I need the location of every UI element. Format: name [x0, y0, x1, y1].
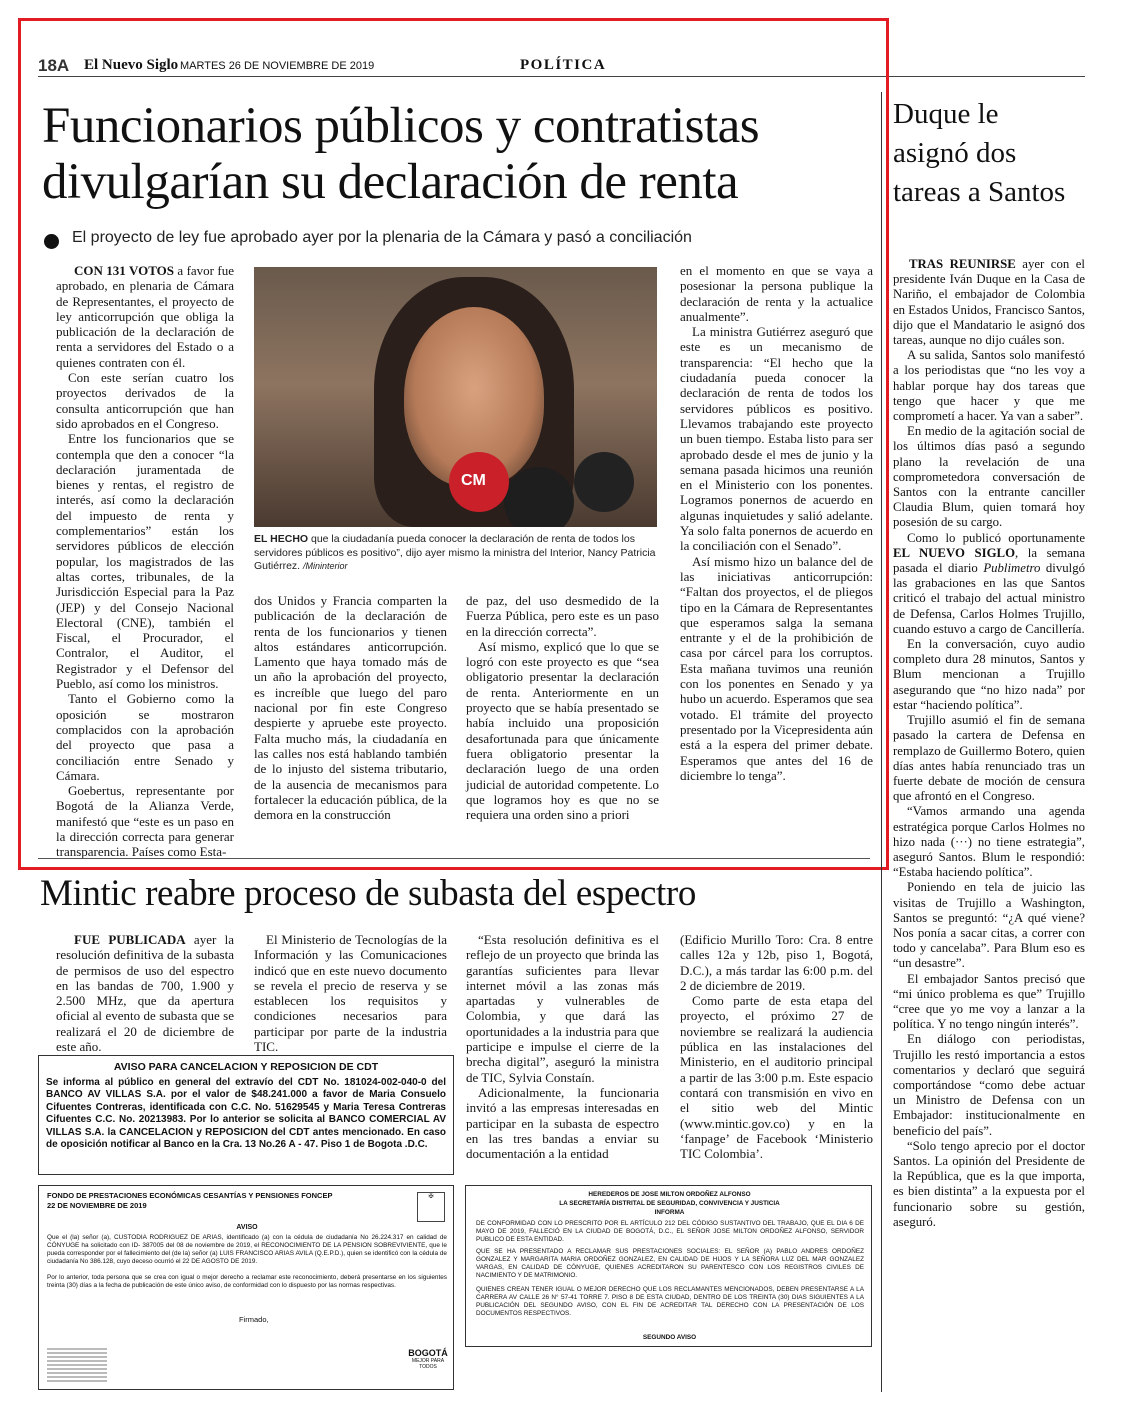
paragraph: “Esta resolución definitiva es el reflejo de un proyecto que brinda las garantías suficientes para llevar internet móvil a las zonas más apartadas y vulnerables de Colombia, y que dará las oportunidades a la industria para que participe e impulse el cierre de la brecha digital”, aseguró la ministra de TIC, Sylvia Constaín. — [466, 932, 659, 1085]
heirs-paragraph-2: QUE SE HA PRESENTADO A RECLAMAR SUS PRESTACIONES SOCIALES: EL SEÑOR (A) PABLO ANDRES ORDOÑEZ GONZALEZ Y MARGARITA MARIA ORDOÑEZ GONZALEZ, EN CALIDAD DE HIJOS Y LA SEÑORA LUZ DEL MAR GONZALEZ VARGAS, EN CALIDAD DE CÓNYUGE, QUIENES ACREDITARON SU PARENTESCO CON LOS REGISTROS CIVILES DE NACIMIENTO Y DE MATRIMONIO. — [476, 1248, 864, 1279]
paragraph: Poniendo en tela de juicio las visitas de Trujillo a Washington, Santos se preguntó: “¿A qué viene? Nos ponía a sacar citas, a correr con todo y cancelaba”. Para Blum eso es “un desastre”. — [893, 880, 1085, 971]
main-headline: Funcionarios públicos y contratistas divulgarían su declaración de renta — [42, 98, 760, 210]
paragraph: en el momento en que se vaya a posesionar la persona publique la declaración de renta y la actualice anualmente”. — [680, 263, 873, 324]
paragraph: Tanto el Gobierno como la oposición se mostraron complacidos con la aprobación del proyecto que pasa a conciliación entre Senado y Cámara. — [56, 691, 234, 783]
paragraph: Así mismo hizo un balance del de las iniciativas anticorrupción: “Faltan dos proyectos, el de pliegos tipo en la Cámara de Representantes que esperamos salga la semana entrante y el de la prohibición de casa por cárcel para los corruptos. Esta mañana tuvimos una reunión con los ponentes en Senado y ya hubo un acuerdo. Esperamos que sea votado. El trámite del proyecto presentado por la Vicepresidenta aún está a la espera del primer debate. Esperamos que antes del 16 de diciembre lo tenga”. — [680, 553, 873, 783]
foncep-signature: Firmado, — [239, 1315, 269, 1324]
heirs-paragraph-3: QUIENES CREAN TENER IGUAL O MEJOR DERECHO QUE LOS RECLAMANTES MENCIONADOS, DEBEN PRESENTARSE A LA CARRERA AV CALLE 26 N° 57-41 TORRE 7. PISO 8 DE ESTA CIUDAD, DENTRO DE LOS TREINTA (30) DIAS SIGUIENTES A LA PUBLICACIÓN DEL SEGUNDO AVISO, CON EL FIN DE ACREDITAR TAL DERECHO CON LA PRESENTACIÓN DE LOS DOCUMENTOS RESPECTIVOS. — [476, 1286, 864, 1317]
foncep-aviso: AVISO — [236, 1224, 258, 1231]
photo-badge: CM — [461, 472, 486, 489]
paragraph: de paz, del uso desmedido de la Fuerza Pública, pero este es un paso en la dirección correcta”. — [466, 593, 659, 639]
paragraph: Como parte de esta etapa del proyecto, el próximo 27 de noviembre se realizará la audiencia pública en las instalaciones del Ministerio, en el auditorio principal a partir de las 3:00 p.m. Este espacio contará con transmisión en vivo en el sitio web del Mintic (www.mintic.gov.co) y en la ‘fanpage’ de Facebook ‘Ministerio TIC Colombia’. — [680, 993, 873, 1162]
lead-in: TRAS REUNIRSE — [909, 257, 1016, 271]
caption-text: que la ciudadanía pueda conocer la declaración de renta de todos los servidores públicos es positivo”, dijo ayer mismo la ministra del Interior, Nancy Patricia Gutiérrez. — [254, 533, 656, 572]
paragraph: A su salida, Santos solo manifestó a los periodistas que “no les voy a hablar porque hay dos tareas que tengo que hacer y que me comprometí a hacer. Ya van a saber”. — [893, 348, 1085, 424]
paragraph: El Ministerio de Tecnologías de la Información y las Comunicaciones indicó que en este nuevo documento se revela el precio de reserva y se establecen los requisitos y condiciones necesarios para participar por parte de la industria TIC. — [254, 932, 447, 1055]
cdt-notice-body: Se informa al público en general del extravío del CDT No. 181024-002-040-0 del BANCO AV VILLAS S.A. por el valor de $48.241.000 a favor de Maria Consuelo Cifuentes Contreras, identificada con C.C. No. 51629545 y Maria Teresa Contreras Cifuentes C.C. No. 20213983. Por lo anterior se solicita al BANCO COMERCIAL AV VILLAS S.A. la CANCELACION y REPOSICION del CDT antes mencionado. En caso de oposición notificar al Banco en la Cra. 13 No.26 A - 47. Piso 1 de Bogota .D.C. — [46, 1077, 446, 1151]
foncep-fine-print — [47, 1348, 107, 1384]
paper-name: El Nuevo Siglo — [84, 57, 179, 73]
paragraph: Goebertus, representante por Bogotá de la Alianza Verde, manifestó que “este es un paso en la dirección correcta para generar transparencia. Países como Esta- — [56, 783, 234, 860]
heirs-entity: LA SECRETARÍA DISTRITAL DE SEGURIDAD, CONVIVENCIA Y JUSTICIA — [559, 1200, 780, 1207]
heirs-informa: INFORMA — [654, 1209, 685, 1216]
logo-subtext: MEJOR PARA TODOS — [411, 1358, 445, 1370]
caption-credit: /Mininterior — [303, 561, 348, 571]
logo-text: BOGOTÁ — [408, 1348, 448, 1358]
paragraph: “Vamos armando una agenda estratégica porque Carlos Holmes no hizo nada (···) no tiene estrategia”, aseguró Santos. Blum le respondió: “Estaba haciendo política”. — [893, 804, 1085, 880]
foncep-notice — [38, 1185, 454, 1390]
paragraph: En diálogo con periodistas, Trujillo les restó importancia a estos comentarios y declaró que seguirá comportándose “como debe actuar un Ministro de Defensa con un Embajador: institucionalmente en beneficio del país”. — [893, 1032, 1085, 1138]
paragraph: (Edificio Murillo Toro: Cra. 8 entre calles 12a y 12b, piso 1, Bogotá, D.C.), a más tardar las 6:00 p.m. del 2 de diciembre de 2019. — [680, 932, 873, 993]
paper-mention: EL NUEVO SIGLO — [893, 545, 1016, 560]
second-column-2 — [254, 932, 447, 1054]
paragraph: En la conversación, cuyo audio completo dura 28 minutos, Santos y Blum mencionan a Trujillo asegurando que “no hizo nada” por estar “haciendo política”. — [893, 637, 1085, 712]
foncep-date: 22 DE NOVIEMBRE DE 2019 — [47, 1201, 147, 1210]
second-headline: Mintic reabre proceso de subasta del espectro — [40, 873, 696, 914]
seal-icon: ✠ — [417, 1192, 445, 1222]
lead-in: CON 131 VOTOS — [74, 263, 174, 278]
foncep-title: FONDO DE PRESTACIONES ECONÓMICAS CESANTÍAS Y PENSIONES FONCEP — [47, 1191, 333, 1200]
second-column-4 — [680, 932, 873, 1161]
bogota-logo — [407, 1348, 449, 1384]
column-divider — [881, 92, 882, 1392]
caption-lead: EL HECHO — [254, 533, 309, 545]
paragraph: En medio de la agitación social de los últimos días pasó a segundo plano la revelación de una comprometedora conversación de Santos con la entrante canciller Claudia Blum, quien tomará hoy posesión de su cargo. — [893, 424, 1085, 530]
paragraph: El embajador Santos precisó que “mi único problema es que” Trujillo “cree que yo me voy a lanzar a la política. Y no tengo ningún interés”. — [893, 971, 1085, 1032]
paragraph: ayer con el presidente Iván Duque en la Casa de Nariño, el embajador de Colombia en Estados Unidos, Francisco Santos, dijo que el Mandatario le asignó dos tareas, aunque no dijo cuáles son. — [893, 257, 1085, 348]
foncep-paragraph-2: Por lo anterior, toda persona que se crea con igual o mejor derecho a reclamar este reconocimiento, deberá presentarse en los siguientes treinta (30) días a la fecha de publicación de este único aviso, de conformidad con lo dispuesto por las normas respectivas. — [47, 1274, 447, 1289]
heirs-notice — [465, 1185, 872, 1347]
paragraph: Entre los funcionarios que se contempla que den a conocer “la declaración juramentada de bienes y rentas, el registro de interés, así como la declaración del impuesto de renta y complementarios” están los servidores públicos de elección popular, los magistrados de las altas cortes, tribunales, de la Jurisdicción Especial para la Paz (JEP) y del Consejo Nacional Electoral (CNE), también el Fiscal, el Procurador, el Contralor, el Auditor, el Registrador y el Defensor del Pueblo, así como los ministros. — [56, 431, 234, 692]
side-column — [893, 257, 1085, 1230]
paragraph: a favor fue aprobado, en plenaria de Cámara de Representantes, el proyecto de ley anticorrupción que obliga la publicación de la declaración de renta a servidores del Estado o a quienes contraten con él. — [56, 263, 234, 370]
paragraph: dos Unidos y Francia comparten la publicación de la declaración de renta de los funcionarios y tienen altos estándares anticorrupción. Lamento que haya tomado más de un año la aprobación del proyecto, es increíble que luego del paro nacional por fin este Congreso despierte y apruebe este proyecto. Falta mucho más, la ciudadanía en las calles nos está hablando también de lo injusto del sistema tributario, de la ausencia de mecanismos para fortalecer la educación pública, de la demora en la construcción — [254, 593, 447, 823]
paragraph: Como lo publicó oportunamente — [907, 530, 1085, 545]
side-headline: Duque le asignó dos tareas a Santos — [893, 98, 1066, 208]
paragraph: ayer la resolución definitiva de la subasta de permisos de uso del espectro en las bandas de 700, 1.900 y 2.500 MHz, que da apertura oficial al evento de subasta que se realizará el 20 de diciembre de este año. — [56, 932, 234, 1055]
heirs-title: HEREDEROS DE JOSE MILTON ORDOÑEZ ALFONSO — [588, 1191, 751, 1198]
paragraph: Así mismo, explicó que lo que se logró con este proyecto es que “sea obligatorio presentar la declaración de renta. Anteriormente en un proyecto que se había presentado se había incluido una proposición desafortunada para que únicamente fuera obligatorio presentar la declaración luego de una orden judicial de autoridad competente. Lo que logramos hoy es que no se requiera una orden sino a priori — [466, 638, 659, 823]
foncep-paragraph-1: Que el (la) señor (a), CUSTODIA RODRIGUEZ DE ARIAS, identificado (a) con la cédula de ciudadanía No 26.224.317 en calidad de CÓNYUGE ha solicitado con ID- 387005 del 08 de noviembre de 2019, el RECONOCIMIENTO DE LA PENSION SOBREVIVIENTE, que le pueda corresponder por el fallecimiento del (de la) señor (a) LUIS FRANCISCO ARIAS AVILA (Q.E.P.D.), quien se identificó con la cédula de ciudadanía No 386.128, cuyo deceso ocurrió el 22 DE AGOSTO DE 2019. — [47, 1234, 447, 1265]
main-lead: El proyecto de ley fue aprobado ayer por la plenaria de la Cámara y pasó a conciliación — [72, 229, 692, 246]
lead-in: FUE PUBLICADA — [74, 932, 186, 947]
cdt-notice — [38, 1055, 454, 1175]
section-title: POLÍTICA — [520, 57, 607, 73]
second-column-3 — [466, 932, 659, 1161]
paragraph: Con este serían cuatro los proyectos derivados de la consulta anticorrupción que han sido aprobados en el Congreso. — [56, 370, 234, 431]
heirs-paragraph-1: DE CONFORMIDAD CON LO PRESCRITO POR EL ARTÍCULO 212 DEL CÓDIGO SUSTANTIVO DEL TRABAJO, QUE EL DIA 6 DE MAYO DE 2019, FALLECIÓ EN LA CIUDAD DE BOGOTÁ, D.C., EL SEÑOR JOSE MILTON ORDOÑEZ ALFONSO, SERVIDOR PUBLICO DE ESTA ENTIDAD. — [476, 1220, 864, 1243]
paragraph: Trujillo asumió el fin de semana pasado la cartera de Defensa en remplazo de Guillermo Botero, quien días antes había renunciado tras un fuerte debate de moción de censura que afrontó en el Congreso. — [893, 713, 1085, 804]
cdt-notice-title: AVISO PARA CANCELACION Y REPOSICION DE CDT — [113, 1061, 379, 1073]
paragraph: , la semana pasada el diario — [893, 545, 1085, 576]
page-number: 18A — [38, 56, 70, 75]
issue-date: MARTES 26 DE NOVIEMBRE DE 2019 — [180, 60, 375, 72]
paragraph: La ministra Gutiérrez aseguró que este es un mecanismo de transparencia: “El hecho que la ciudadanía pueda conocer la declaración de renta de todos los servidores públicos es positivo. Llevamos trabajando este proyecto un buen tiempo. Estaba listo para ser aprobado desde el mes de junio y la semana pasada hicimos una reunión en el Ministerio con los ponentes. Logramos ponernos de acuerdo en algunas inquietudes y salió adelante. Ya solo falta ponernos de acuerdo en la conciliación con el Senado”. — [680, 324, 873, 554]
paragraph: Adicionalmente, la funcionaria invitó a las empresas interesadas en participar en la subasta de espectro en las tres bandas a enviar su documentación a la entidad — [466, 1084, 659, 1162]
highlight-box — [18, 18, 889, 870]
publication-name: Publimetro — [983, 561, 1041, 576]
paragraph: divulgó las grabaciones en las que Santos criticó el trabajo del actual ministro de Defensa, Carlos Holmes Trujillo, cuando estuvo a cargo de Cancillería. — [893, 561, 1085, 636]
heirs-footer: SEGUNDO AVISO — [642, 1334, 697, 1341]
second-column-1 — [56, 932, 234, 1054]
paragraph: “Solo tengo aprecio por el doctor Santos. La opinión del Presidente de la República, que es la que importa, es bien distinta” a la expuesta por el funcionario sobre su gestión, aseguró. — [893, 1138, 1085, 1229]
